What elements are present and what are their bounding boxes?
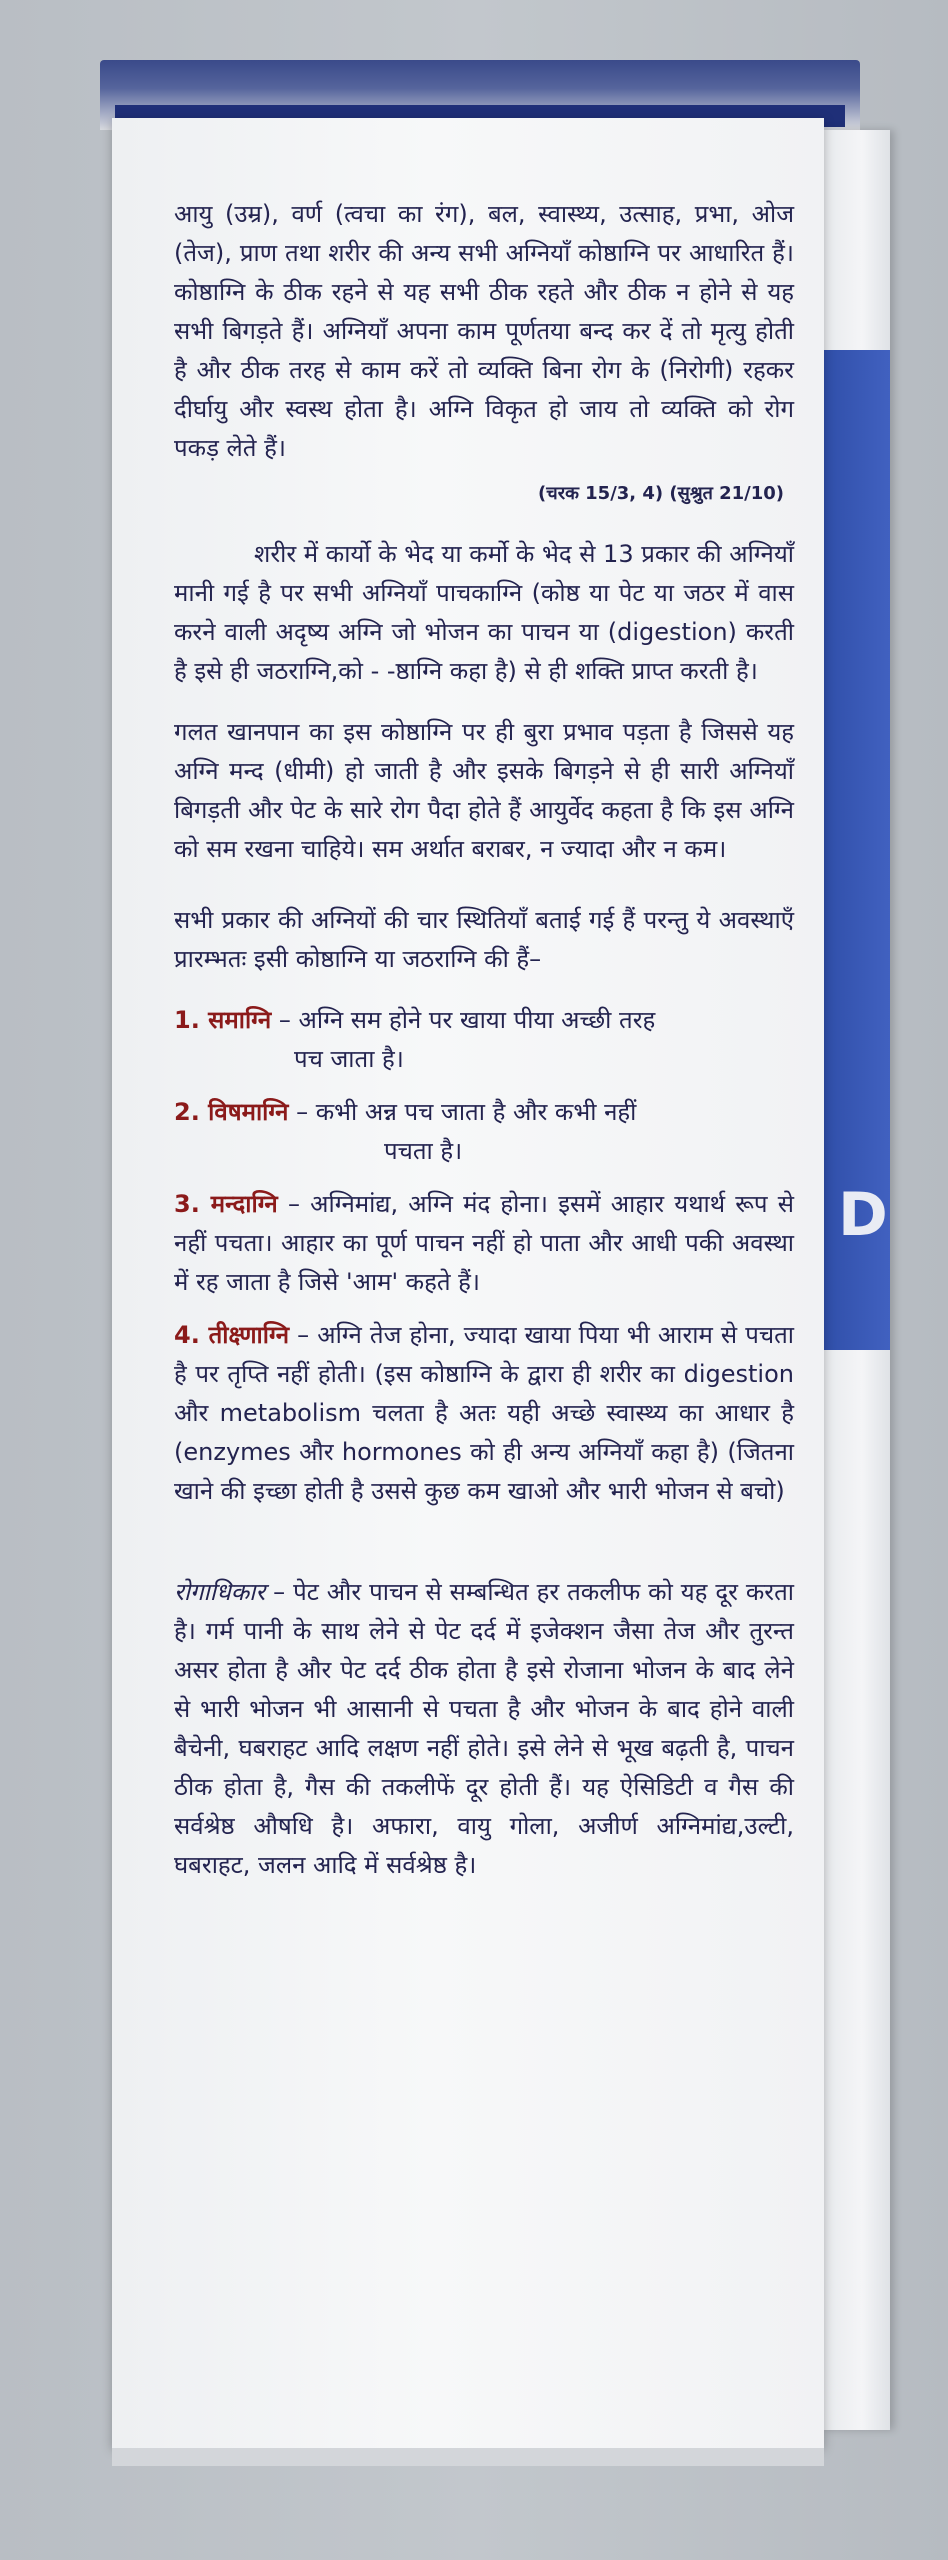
list-item-samagni — [174, 1001, 794, 1079]
agni-types-paragraph: शरीर में कार्यो के भेद या कर्मो के भेद से 13 प्रकार की अग्नियाँ मानी गई है पर सभी अग्नियाँ पाचकाग्नि (कोष्ठ या पेट या जठर में वास करने वाली अदृष्य अग्नि जो भोजन का पाचन या (digestion) करती है इसे ही जठराग्नि,को - -ष्ठाग्नि कहा है) से ही शक्ति प्राप्त करती है। — [174, 540, 794, 685]
item-text: – अग्निमांद्य, अग्नि मंद होना। इसमें आहार यथार्थ रूप से नहीं पचता। आहार का पूर्ण पाचन नहीं हो पाता और आधी पकी अवस्था में रह जाता है जिसे 'आम' कहते हैं। — [174, 1190, 794, 1296]
item-title: 1. समाग्नि — [174, 1006, 272, 1034]
item-title: 2. विषमाग्नि — [174, 1098, 289, 1126]
item-text: – अग्नि सम होने पर खाया पीया अच्छी तरह — [278, 1006, 656, 1034]
diet-paragraph: गलत खानपान का इस कोष्ठाग्नि पर ही बुरा प्रभाव पड़ता है जिससे यह अग्नि मन्द (धीमी) हो जाती है और इसके बिगड़ने से ही सारी अग्नियाँ बिगड़ती और पेट के सारे रोग पैदा होते हैं आयुर्वेद कहता है कि इस अग्नि को सम रखना चाहिये। सम अर्थात बराबर, न ज्यादा और न कम। — [174, 718, 794, 863]
four-states-paragraph: सभी प्रकार की अग्नियों की चार स्थितियाँ बताई गई हैं परन्तु ये अवस्थाएँ प्रारम्भतः इसी कोष्ठाग्नि या जठराग्नि की हैं– — [174, 906, 794, 973]
intro-paragraph: आयु (उम्र), वर्ण (त्वचा का रंग), बल, स्वास्थ्य, उत्साह, प्रभा, ओज (तेज), प्राण तथा शरीर की अन्य सभी अग्नियाँ कोष्ठाग्नि पर आधारित हैं। कोष्ठाग्नि के ठीक रहने से यह सभी ठीक रहते और ठीक न होने से यह सभी बिगड़ते हैं। अग्नियाँ अपना काम पूर्णतया बन्द कर दें तो मृत्यु होती है और ठीक तरह से काम करें तो व्यक्ति बिना रोग के (निरोगी) रहकर दीर्घायु और स्वस्थ होता है। अग्नि विकृत हो जाय तो व्यक्ति को रोग पकड़ लेते हैं। — [174, 200, 794, 462]
item-text: – अग्नि तेज होना, ज्यादा खाया पिया भी आराम से पचता है पर तृप्ति नहीं होती। (इस कोष्ठाग्नि के द्वारा ही शरीर का digestion और metabolism चलता है अतः यही अच्छे स्वास्थ्य का आधार है (enzymes और hormones को ही अन्य अग्नियाँ कहा है) (जितना खाने की इच्छा होती है उससे कुछ कम खाओ और भारी भोजन से बचो) — [174, 1321, 794, 1505]
item-continuation: पचता है। — [384, 1137, 463, 1165]
rogadhikar-paragraph — [174, 1573, 794, 1885]
item-title: 4. तीक्ष्णाग्नि — [174, 1321, 290, 1349]
list-item-mandagni — [174, 1185, 794, 1302]
item-text: – कभी अन्न पच जाता है और कभी नहीं — [296, 1098, 637, 1126]
item-continuation: पच जाता है। — [294, 1045, 404, 1073]
citation: (चरक 15/3, 4) (सुश्रुत 21/10) — [538, 483, 784, 504]
carton-bottom-edge — [112, 2448, 824, 2466]
list-item-vishamagni — [174, 1093, 794, 1171]
list-item-tikshnagni — [174, 1316, 794, 1511]
rogadhikar-text: – पेट और पाचन से सम्बन्धित हर तकलीफ को यह दूर करता है। गर्म पानी के साथ लेने से पेट दर्द में इजेक्शन जैसा तेज और तुरन्त असर होता है और पेट दर्द ठीक होता है इसे रोजाना भोजन के बाद लेने से भारी भोजन भी आसानी से पचता है और भोजन के बाद होने वाली बैचेनी, घबराहट आदि लक्षण नहीं होते। इसे लेने से भूख बढ़ती है, पाचन ठीक होता है, गैस की तकलीफें दूर होती हैं। यह ऐसिडिटी व गैस की सर्वश्रेष्ठ औषधि है। अफारा, वायु गोला, अजीर्ण अग्निमांद्य,उल्टी, घबराहट, जलन आदि में सर्वश्रेष्ठ है। — [174, 1578, 794, 1879]
side-brand-letter: D — [838, 1180, 888, 1250]
rogadhikar-label: रोगाधिकार — [174, 1578, 266, 1606]
panel-text — [174, 195, 794, 1907]
item-title: 3. मन्दाग्नि — [174, 1190, 278, 1218]
